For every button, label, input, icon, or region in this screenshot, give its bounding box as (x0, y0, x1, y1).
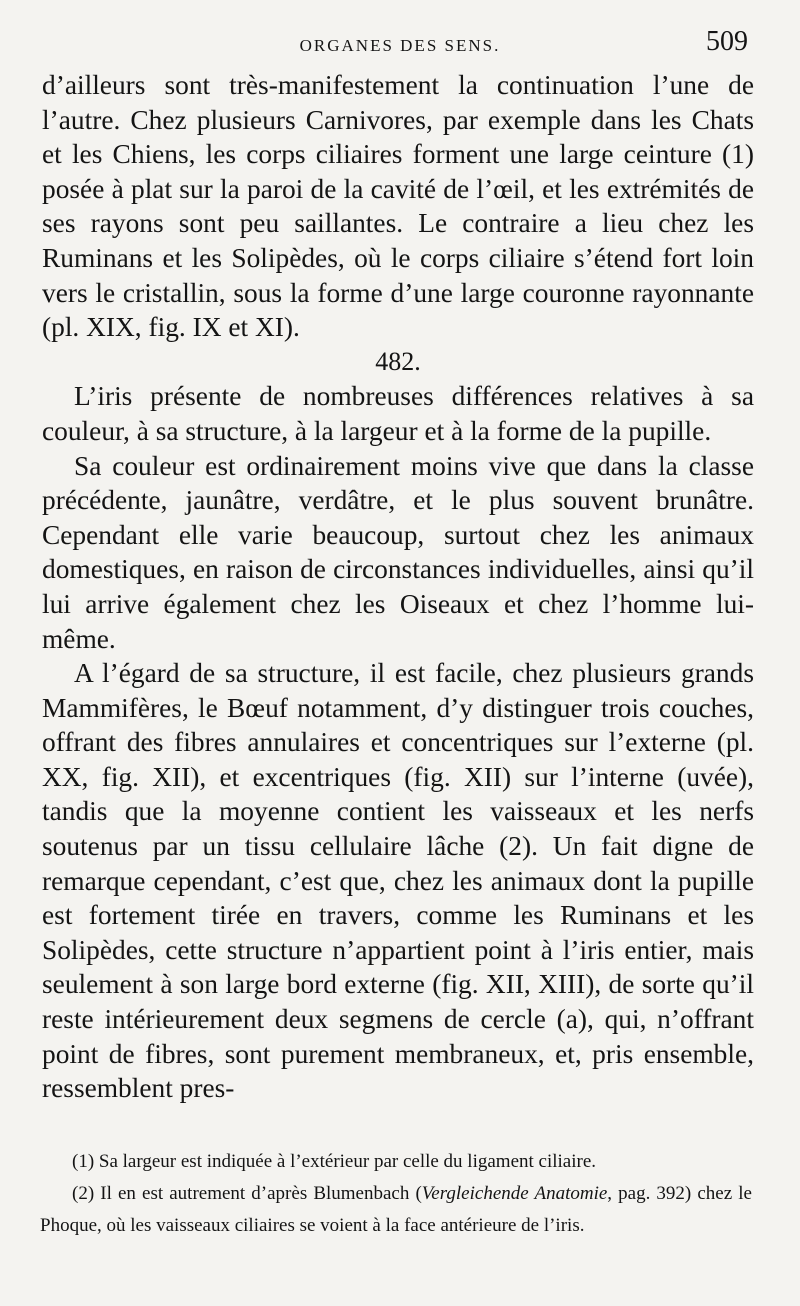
section-number: 482. (375, 346, 421, 376)
footnote-2-start: (2) Il en est autrement d’après Blumenbach ( (72, 1183, 422, 1204)
footnote-2-title: Vergleichende Anatomie (421, 1183, 608, 1204)
paragraph-iris-structure: A l’égard de sa structure, il est facile, chez plusieurs grands Mammifères, le Bœuf notamment, d’y distinguer trois couches, offrant des fibres annulaires et concentriques sur l’externe (pl. XX, fig. XII), et excentriques (fig. XII) sur l’interne (uvée), tandis que la moyenne contient les vaisseaux et les nerfs soutenus par un tissu cellulaire lâche (2). Un fait digne de remarque cependant, c’est que, chez les animaux dont la pupille est fortement tirée en travers, comme les Ruminans et les Solipèdes, cette structure n’appartient point à l’iris entier, mais seulement à son large bord externe (fig. XII, XIII), de sorte qu’il reste intérieurement deux segmens de cercle (a), qui, n’offrant point de fibres, sont purement membraneux, et, pris ensemble, ressemblent pres- (42, 658, 754, 1104)
footnotes (40, 1146, 760, 1242)
page-number: 509 (706, 26, 748, 57)
footnote-1: (1) Sa largeur est indiquée à l’extérieur par celle du ligament ciliaire. (72, 1151, 597, 1172)
paragraph-iris-color: Sa couleur est ordinairement moins vive que dans la classe précédente, jaunâtre, verdâtre, et le plus souvent brunâtre. Cependant elle varie beaucoup, surtout chez les animaux domestiques, en raison de circonstances individuelles, ainsi qu’il lui arrive également chez les Oiseaux et chez l’homme lui-même. (42, 450, 754, 654)
body-text (40, 68, 760, 1106)
paragraph-iris-differences: L’iris présente de nombreuses différences relatives à sa couleur, à sa structure, à la largeur et à la forme de la pupille. (42, 381, 754, 446)
paragraph-continuation: d’ailleurs sont très-manifestement la continuation l’une de l’autre. Chez plusieurs Carnivores, par exemple dans les Chats et les Chiens, les corps ciliaires forment une large ceinture (1) posée à plat sur la paroi de la cavité de l’œil, et les extrémités de ses rayons sont peu saillantes. Le contraire a lieu chez les Ruminans et les Solipèdes, où le corps ciliaire s’étend fort loin vers le cristallin, sous la forme d’une large couronne rayonnante (pl. XIX, fig. IX et XI). (42, 70, 754, 343)
page-header (40, 18, 760, 68)
footnote-2-end: , pag. 392) chez le Phoque, où les vaisseaux ciliaires se voient à la face antérieure de l’iris. (40, 1183, 752, 1236)
running-title: ORGANES DES SENS. (299, 36, 501, 55)
footnote-2 (40, 1178, 752, 1242)
